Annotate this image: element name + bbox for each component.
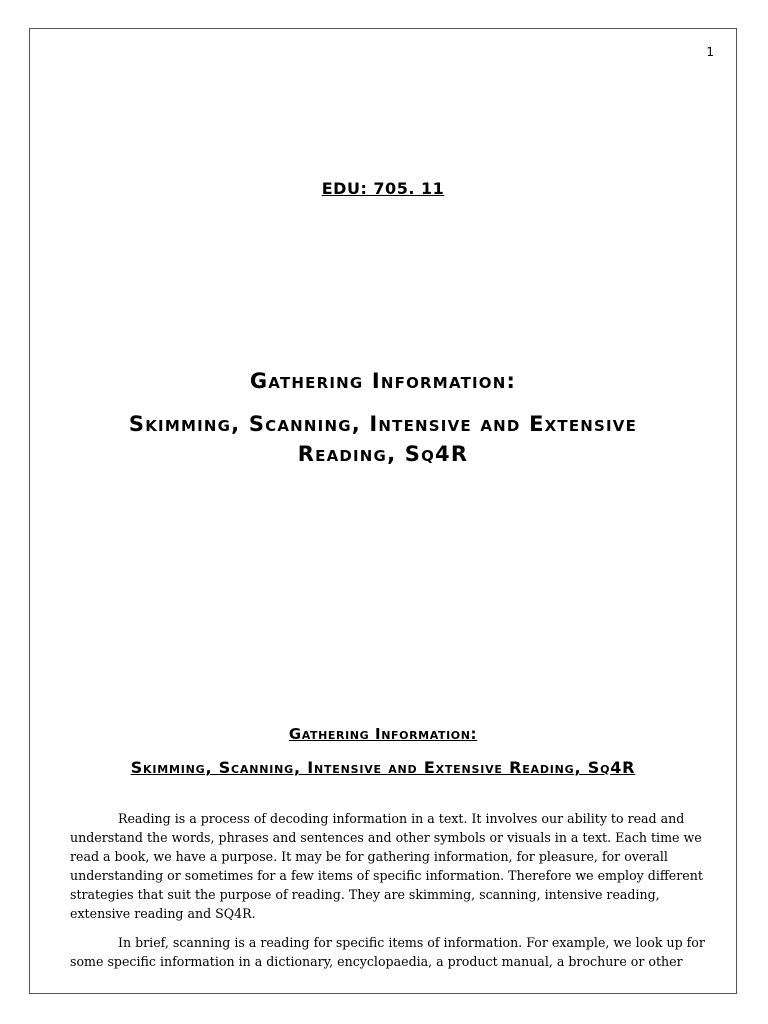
paragraph: Reading is a process of decoding information in a text. It involves our ability to read and understand the words, phrases and sentences and other symbols or visuals in a text. Each time we read a book, we have a purpose. It may be for gathering information, for pleasure, for overall understanding or sometimes for a few items of specific information. Therefore we employ different strategies that suit the purpose of reading. They are skimming, scanning, intensive reading, extensive reading and SQ4R.: [70, 811, 703, 921]
cover-title-line-1: Gathering Information:: [249, 369, 517, 393]
paragraph: In brief, scanning is a reading for specific items of information. For example, we look up for some specific information in a dictionary, encyclopaedia, a product manual, a brochure or other: [70, 935, 705, 969]
cover-title: [30, 367, 736, 469]
section-heading-line-1: Gathering Information:: [288, 725, 478, 743]
section-heading: [30, 723, 736, 779]
course-code: EDU: 705. 11: [321, 179, 445, 198]
cover-title-line-2: Skimming, Scanning, Intensive and Extensive Reading, Sq4R: [128, 412, 638, 466]
section-heading-line-2: Skimming, Scanning, Intensive and Extensive Reading, Sq4R: [130, 758, 636, 777]
page-number: 1: [706, 45, 714, 59]
document-page: [29, 28, 737, 994]
body-text: [70, 809, 716, 981]
